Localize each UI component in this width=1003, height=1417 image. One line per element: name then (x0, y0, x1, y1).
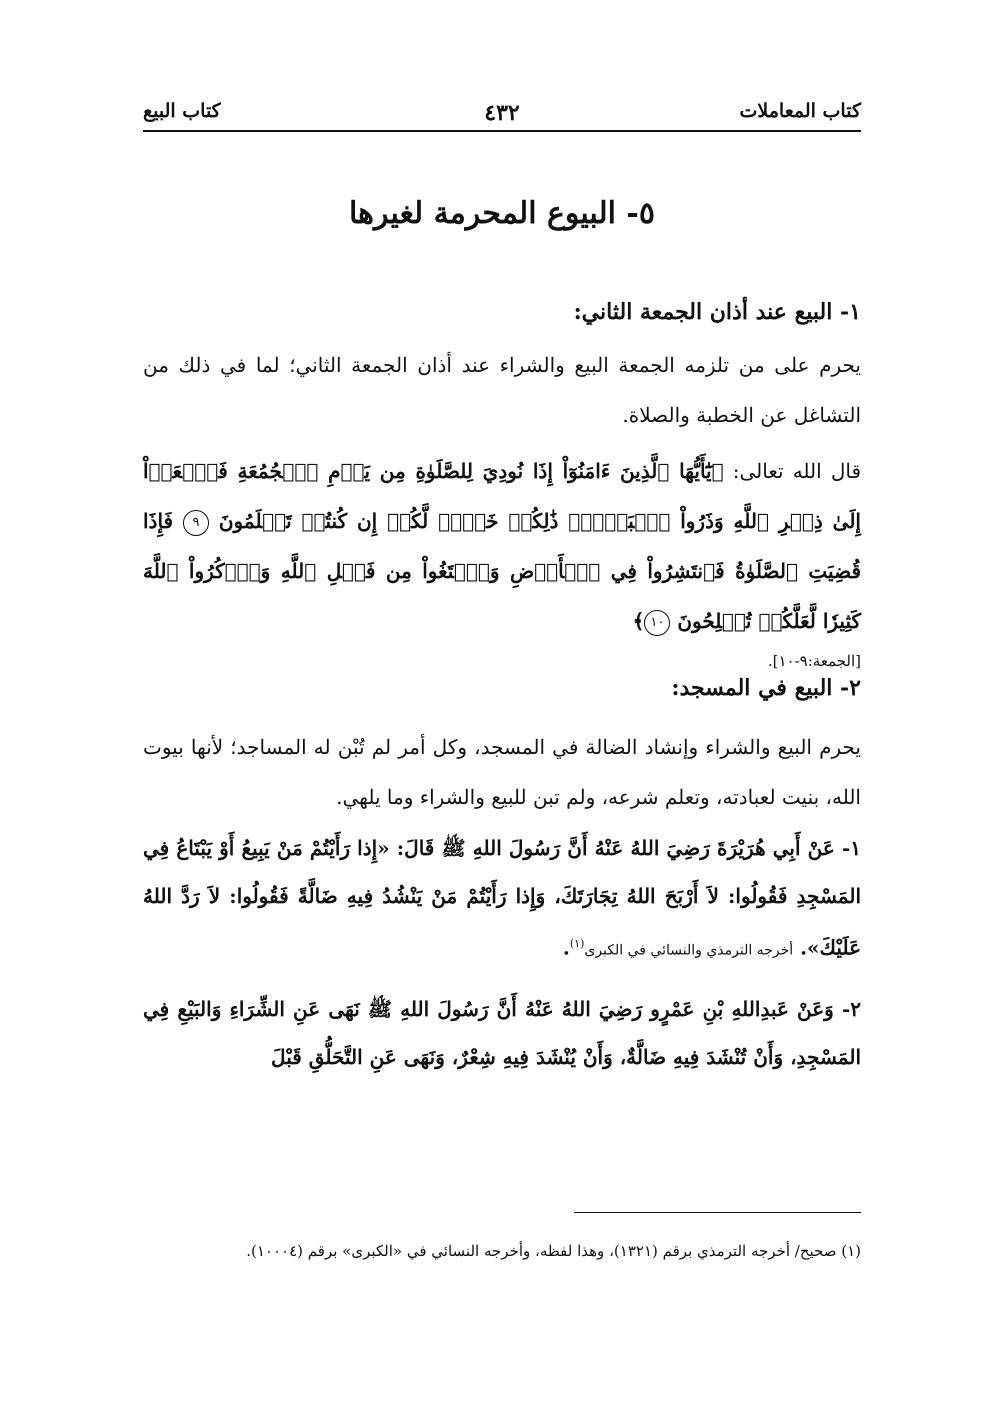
quran-lead: قال الله تعالى: (723, 459, 861, 483)
chapter-title: ٥- البيوع المحرمة لغيرها (349, 196, 655, 231)
section2-heading: ٢- البيع في المسجد: (671, 675, 861, 701)
quran-verse (143, 446, 861, 646)
hadith1-source: أخرجه الترمذي والنسائي في الكبرى (584, 942, 794, 959)
quran-close: ﴾ (632, 609, 645, 633)
quran-reference: [الجمعة:٩-١٠]. (767, 652, 861, 670)
hadith1-number: ١- (834, 836, 861, 860)
footnote: (١) صحيح/ أخرجه الترمذي برقم (١٣٢١)، وهذا لفظه، وأخرجه النسائي في «الكبرى» برقم (١٠٠٠٤). (246, 1242, 861, 1260)
quran-text-1: ﴿يَٰٓأَيُّهَا ٱلَّذِينَ ءَامَنُوٓاْ إِذَا نُودِيَ لِلصَّلَوٰةِ مِن يَوۡمِ ٱلۡجُمُعَةِ فَٱسۡعَوۡاْ إِلَىٰ ذِكۡرِ ٱللَّهِ وَذَرُواْ ٱلۡبَيۡعَۚ ذَٰلِكُمۡ خَيۡرٞ لَّكُمۡ إِن كُنتُمۡ تَعۡلَمُونَ (143, 459, 861, 533)
quran-text-2: فَإِذَا قُضِيَتِ ٱلصَّلَوٰةُ فَٱنتَشِرُواْ فِي ٱلۡأَرۡضِ وَٱبۡتَغُواْ مِن فَضۡلِ ٱللَّهِ وَٱذۡكُرُواْ ٱللَّهَ كَثِيرٗا لَّعَلَّكُمۡ تُفۡلِحُونَ (143, 509, 861, 633)
running-header (143, 100, 861, 134)
section-mosque-selling (143, 668, 861, 1081)
footnote-divider (574, 1212, 861, 1213)
section2-paragraph: يحرم البيع والشراء وإنشاد الضالة في المسجد، وكل أمر لم تُبْن له المساجد؛ لأنها بيوت الله، بنيت لعبادته، وتعلم شرعه، ولم تبن للبيع والشراء وما يلهي. (143, 735, 861, 809)
hadith-1 (143, 824, 861, 975)
hadith2-number: ٢- (833, 996, 861, 1021)
section-friday-adhan (143, 292, 861, 676)
section1-paragraph: يحرم على من تلزمه الجمعة البيع والشراء عند أذان الجمعة الثاني؛ لما في ذلك من التشاغل عن الخطبة والصلاة. (143, 353, 861, 427)
header-book-title: كتاب المعاملات (739, 100, 861, 122)
header-chapter-title: كتاب البيع (143, 100, 221, 122)
hadith1-text: عَنْ أَبِي هُرَيْرَةَ رَضِيَ اللهُ عَنْهُ أَنَّ رَسُولَ اللهِ ﷺ قَالَ: «إِذا رَأَيْتُمْ مَنْ يَبِيعُ أَوْ يَبْتَاعُ فِي المَسْجِدِ فَقُولُوا: لاَ أَرْبَحَ اللهُ تِجَارَتَكَ، وَإِذا رَأَيْتُمْ مَنْ يَنْشُدُ فِيهِ ضَالَّةً فَقُولُوا: لاَ رَدَّ اللهُ عَلَيْكَ». (143, 836, 861, 960)
verse-number-10: ١٠ (644, 610, 670, 636)
header-divider (143, 130, 861, 132)
hadith-2 (143, 985, 861, 1081)
hadith1-end: . (562, 935, 570, 960)
hadith2-text: وَعَنْ عَبدِاللهِ بْنِ عَمْرٍو رَضِيَ اللهُ عَنْهُ أَنَّ رَسُولَ اللهِ ﷺ نَهَى عَنِ الشِّرَاءِ وَالبَيْعِ فِي المَسْجِدِ، وَأَنْ تُنْشَدَ فِيهِ ضَالَّةٌ، وَأَنْ يُنْشَدَ فِيهِ شِعْرٌ، وَنَهَى عَنِ التَّحَلُّقِ قَبْلَ (143, 996, 861, 1069)
verse-number-9: ٩ (183, 510, 209, 536)
footnote-mark[interactable]: (١) (569, 937, 585, 950)
section1-heading: ١- البيع عند أذان الجمعة الثاني: (573, 299, 861, 325)
header-page-number: ٤٣٢ (484, 100, 520, 126)
